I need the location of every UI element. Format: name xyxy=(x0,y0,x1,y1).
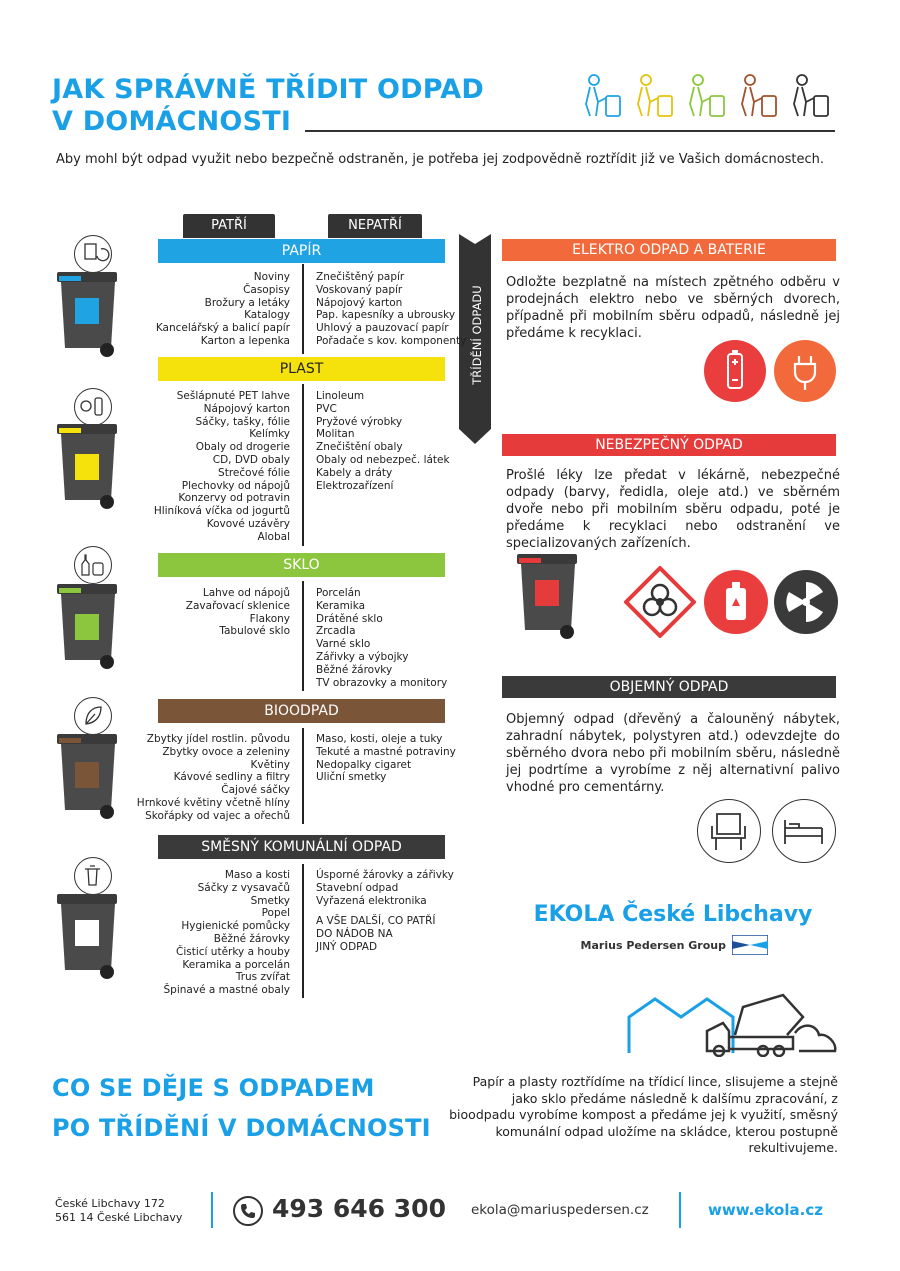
glass-symbol-icon xyxy=(74,546,112,584)
list-item: JINÝ ODPAD xyxy=(316,940,378,953)
list-item: Noviny xyxy=(253,271,290,283)
after-title-line2: PO TŘÍDĚNÍ V DOMÁCNOSTI xyxy=(52,1114,431,1142)
list-item: Kávové sedliny a filtry xyxy=(173,771,290,784)
list-item: Květiny xyxy=(250,758,290,771)
after-text: Papír a plasty roztřídíme na třídicí lince, slisujeme a stejně jako sklo předáme následně k dalšímu zpracování, z bioodpadu vyrobíme kompost a předáme jej k využití, směsný komunální odpad uložíme na skládce, kterou postupně rekultivujeme. xyxy=(449,1074,838,1155)
glass-bin-icon xyxy=(55,580,121,670)
list-item: Maso a kosti xyxy=(224,869,290,881)
list-item: Konzervy od potravin xyxy=(178,492,290,505)
electro-band: ELEKTRO ODPAD A BATERIE xyxy=(502,239,836,261)
list-item: Kovové uzávěry xyxy=(206,517,290,530)
footer-web[interactable]: www.ekola.cz xyxy=(708,1201,823,1219)
list-item: Zářivky a výbojky xyxy=(316,650,409,663)
list-item: Tekuté a mastné potraviny xyxy=(316,745,456,758)
electro-text: Odložte bezplatně na místech zpětného odběru v prodejnách elektro nebo ve sběrných dvorech, případně při mobilním sběru odpadů, následně jej předáme k recyklaci. xyxy=(506,275,840,341)
mp-logo-icon xyxy=(732,935,768,955)
paper-yes-list xyxy=(140,271,290,348)
list-item: Sáčky z vysavačů xyxy=(197,881,290,894)
footer-separator xyxy=(679,1192,681,1228)
list-item: Běžné žárovky xyxy=(213,932,290,945)
list-item: Popel xyxy=(261,907,290,920)
list-item: Skořápky od vajec a ořechů xyxy=(145,809,290,822)
bulky-text: Objemný odpad (dřevěný a čalouněný nábytek, zahradní nábytek, polystyren atd.) odevzdejte do sběrného dvora nebo při mobilním sběru, následně jej podrtíme a vyrobíme z něj alternativní palivo vhodné pro cementárny. xyxy=(506,712,840,795)
address-line2: 561 14 České Libchavy xyxy=(55,1211,183,1224)
address-line1: České Libchavy 172 xyxy=(55,1197,165,1210)
list-item: Hliníková víčka od jogurtů xyxy=(153,505,290,518)
after-title xyxy=(52,1068,452,1148)
title-underline xyxy=(305,130,835,132)
list-item: Varné sklo xyxy=(316,638,371,651)
list-item: Nedopalky cigaret xyxy=(316,758,412,771)
paper-bin-icon xyxy=(55,268,121,358)
list-item: Strečové fólie xyxy=(218,466,290,479)
belongs-header: PATŘÍ xyxy=(183,214,275,238)
plug-icon xyxy=(774,340,836,402)
paper-band: PAPÍR xyxy=(158,239,445,263)
person-bin-icon-green xyxy=(690,75,724,116)
mixed-no-list xyxy=(316,869,466,954)
footer-email[interactable]: ekola@mariuspedersen.cz xyxy=(471,1202,649,1218)
bio-band: BIOODPAD xyxy=(158,699,445,723)
hazardous-text: Prošlé léky lze předat v lékárně, nebezpečné odpady (barvy, ředidla, oleje atd.) ve sběrném dvoře nebo při mobilním sběru odpadu, poté je předáme k recyklaci nebo odstranění ve specializovaných zařízeních. xyxy=(506,468,840,551)
list-item: Čajové sáčky xyxy=(221,784,290,797)
list-item: Úsporné žárovky a zářivky xyxy=(316,869,454,881)
mixed-band: SMĚSNÝ KOMUNÁLNÍ ODPAD xyxy=(158,835,445,859)
not-belongs-header: NEPATŘÍ xyxy=(328,214,422,238)
after-title-line1: CO SE DĚJE S ODPADEM xyxy=(52,1074,375,1102)
list-item: Zbytky jídel rostlin. původu xyxy=(146,733,290,745)
list-item: Zbytky ovoce a zeleniny xyxy=(162,745,290,758)
bulky-band: OBJEMNÝ ODPAD xyxy=(502,676,836,698)
list-item: Uliční smetky xyxy=(316,771,387,784)
list-item: Obaly od nebezpeč. látek xyxy=(316,453,450,466)
mixed-bin-icon xyxy=(55,890,121,980)
list-item: Lahve od nápojů xyxy=(202,587,290,599)
list-item: Pap. kapesníky a ubrousky xyxy=(316,309,456,322)
brand-group: Marius Pedersen Group xyxy=(580,939,726,952)
list-item: Kabely a dráty xyxy=(316,466,393,479)
list-item: DO NÁDOB NA xyxy=(316,928,393,941)
brand-name: EKOLA České Libchavy xyxy=(533,902,813,927)
paper-no-list xyxy=(316,271,466,348)
list-item: Linoleum xyxy=(316,390,365,402)
list-item: Sáčky, tašky, fólie xyxy=(195,415,290,428)
list-item: Elektrozařízení xyxy=(316,479,394,492)
list-item: Běžné žárovky xyxy=(316,663,393,676)
divider xyxy=(302,384,304,546)
list-item: Sešlápnuté PET lahve xyxy=(176,390,290,402)
divider xyxy=(302,581,304,691)
list-item: Voskovaný papír xyxy=(316,283,403,296)
biohazard-icon xyxy=(624,566,696,638)
intro-text: Aby mohl být odpad využit nebo bezpečně odstraněn, je potřeba jej zodpovědně roztřídit již ve Vašich domácnostech. xyxy=(56,152,825,167)
person-bin-icon-yellow xyxy=(638,75,672,116)
list-item: Obaly od drogerie xyxy=(195,441,290,454)
list-item: Plechovky od nápojů xyxy=(181,479,290,492)
radiation-icon xyxy=(774,570,838,634)
list-item: A VŠE DALŠÍ, CO PATŘÍ xyxy=(316,915,436,928)
list-item: Keramika xyxy=(316,599,366,612)
list-item: Znečištěný papír xyxy=(316,271,405,283)
battery-icon xyxy=(704,340,766,402)
list-item: Časopisy xyxy=(243,283,290,296)
list-item: TV obrazovky a monitory xyxy=(316,676,448,689)
hazardous-band: NEBEZPEČNÝ ODPAD xyxy=(502,434,836,456)
plastic-no-list xyxy=(316,390,466,492)
glass-yes-list xyxy=(140,587,290,638)
bio-no-list xyxy=(316,733,466,784)
plastic-band: PLAST xyxy=(158,357,445,381)
list-item: Pryžové výrobky xyxy=(316,415,403,428)
list-item: Zrcadla xyxy=(316,625,356,638)
truck-houses-illustration xyxy=(625,985,840,1057)
bio-yes-list xyxy=(120,733,290,823)
page-title-line1: JAK SPRÁVNĚ TŘÍDIT ODPAD xyxy=(52,74,485,105)
list-item: Nápojový karton xyxy=(316,296,403,309)
chair-icon xyxy=(697,799,761,863)
people-sorting-icons xyxy=(580,72,840,120)
divider xyxy=(302,264,304,354)
list-item: Nápojový karton xyxy=(203,402,290,415)
list-item: Zavařovací sklenice xyxy=(185,599,290,612)
list-item: Katalogy xyxy=(244,309,290,322)
list-item: Stavební odpad xyxy=(316,881,399,894)
list-item: Maso, kosti, oleje a tuky xyxy=(316,733,443,745)
list-item: Trus zvířat xyxy=(235,971,290,984)
page-title xyxy=(52,74,522,138)
list-item: Karton a lepenka xyxy=(200,334,290,347)
list-item: Alobal xyxy=(257,530,290,543)
phone-icon xyxy=(233,1196,263,1226)
list-item: Uhlový a pauzovací papír xyxy=(316,322,449,335)
list-item: Hygienické pomůcky xyxy=(181,920,290,933)
list-item: Čisticí utěrky a houby xyxy=(176,945,290,958)
list-item: Keramika a porcelán xyxy=(182,958,290,971)
glass-band: SKLO xyxy=(158,553,445,577)
list-item: Brožury a letáky xyxy=(204,296,290,309)
person-bin-icon-brown xyxy=(742,75,776,116)
list-item: Smetky xyxy=(250,894,290,907)
mixed-yes-list xyxy=(120,869,290,997)
list-item: Kancelářský a balicí papír xyxy=(155,322,290,335)
list-item: Flakony xyxy=(249,612,290,625)
page-title-line2: V DOMÁCNOSTI xyxy=(52,106,292,137)
list-item: Pořadače s kov. komponenty xyxy=(316,334,467,347)
list-item: Porcelán xyxy=(316,587,361,599)
list-item: Tabulové sklo xyxy=(219,625,290,638)
divider xyxy=(302,864,304,998)
list-item: Molitan xyxy=(316,428,355,441)
list-item: Znečištění obaly xyxy=(316,441,403,454)
footer-address xyxy=(55,1197,182,1225)
list-item: PVC xyxy=(316,402,337,415)
bio-bin-icon xyxy=(55,730,121,820)
footer-separator xyxy=(211,1192,213,1228)
list-item: CD, DVD obaly xyxy=(212,453,290,466)
list-item: Vyřazená elektronika xyxy=(316,894,427,907)
plastic-yes-list xyxy=(140,390,290,544)
glass-no-list xyxy=(316,587,466,689)
chemical-bottle-icon xyxy=(704,570,768,634)
list-item: Špinavé a mastné obaly xyxy=(163,984,290,997)
list-item: Drátěné sklo xyxy=(316,612,383,625)
plastic-bin-icon xyxy=(55,420,121,510)
list-item: Kelímky xyxy=(249,428,290,441)
divider xyxy=(302,728,304,824)
person-bin-icon-blue xyxy=(586,75,620,116)
person-bin-icon-black xyxy=(794,75,828,116)
sorting-label: TŘÍDĚNÍ ODPADU xyxy=(470,285,484,385)
hazardous-bin-icon xyxy=(515,550,581,640)
bed-icon xyxy=(772,799,836,863)
footer-phone[interactable]: 493 646 300 xyxy=(272,1194,446,1223)
list-item: Hrnkové květiny včetně hlíny xyxy=(136,796,290,809)
